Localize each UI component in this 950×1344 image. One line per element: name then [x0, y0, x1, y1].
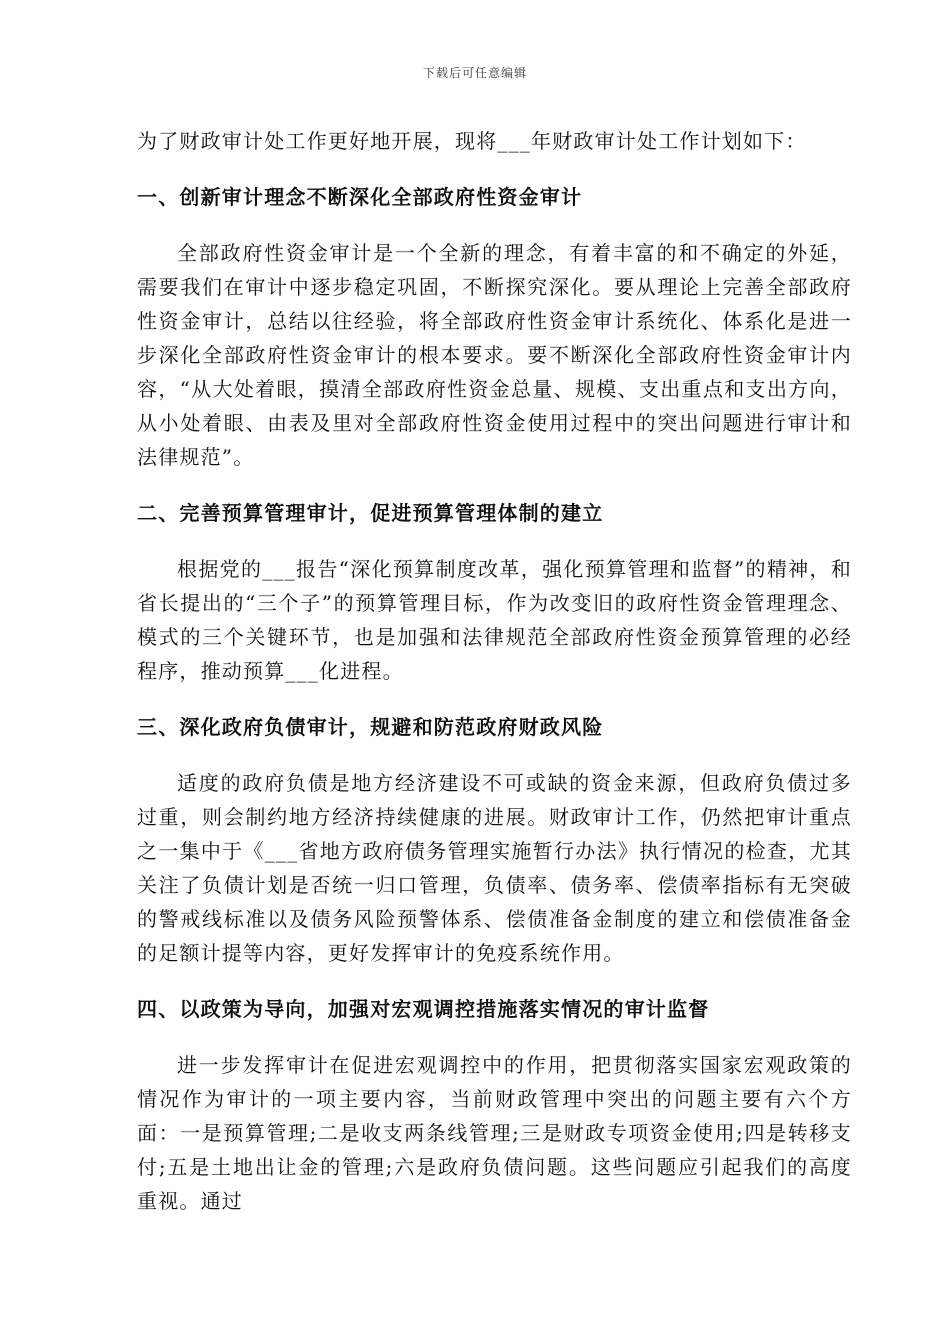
section-2-heading: 二、完善预算管理审计，促进预算管理体制的建立	[137, 501, 604, 525]
section-3-heading: 三、深化政府负债审计，规避和防范政府财政风险	[137, 715, 604, 739]
section-2-body: 根据党的___报告“深化预算制度改革，强化预算管理和监督”的精神，和省长提出的“三个子”的预算管理目标，作为改变旧的政府性资金管理理念、模式的三个关键环节，也是加强和法律规范全部政府性资金预算管理的必经程序，推动预算___化进程。	[137, 557, 852, 683]
document-body	[137, 124, 852, 1240]
header-watermark: 下载后可任意编辑	[422, 66, 527, 80]
section-3-body: 适度的政府负债是地方经济建设不可或缺的资金来源，但政府负债过多过重，则会制约地方经济持续健康的进展。财政审计工作，仍然把审计重点之一集中于《___省地方政府债务管理实施暂行办法》执行情况的检查，尤其关注了负债计划是否统一归口管理，负债率、债务率、偿债率指标有无突破的警戒线标准以及债务风险预警体系、偿债准备金制度的建立和偿债准备金的足额计提等内容，更好发挥审计的免疫系统作用。	[137, 771, 852, 965]
intro-paragraph: 为了财政审计处工作更好地开展，现将___年财政审计处工作计划如下：	[137, 129, 807, 153]
section-4-heading: 四、以政策为导向，加强对宏观调控措施落实情况的审计监督	[137, 997, 710, 1021]
section-1-heading: 一、创新审计理念不断深化全部政府性资金审计	[137, 185, 583, 209]
section-4-body: 进一步发挥审计在促进宏观调控中的作用，把贯彻落实国家宏观政策的情况作为审计的一项主要内容，当前财政管理中突出的问题主要有六个方面：一是预算管理;二是收支两条线管理;三是财政专项资金使用;四是转移支付;五是土地出让金的管理;六是政府负债问题。这些问题应引起我们的高度重视。通过	[137, 1053, 852, 1213]
section-1-body: 全部政府性资金审计是一个全新的理念，有着丰富的和不确定的外延，需要我们在审计中逐步稳定巩固，不断探究深化。要从理论上完善全部政府性资金审计，总结以往经验，将全部政府性资金审计系统化、体系化是进一步深化全部政府性资金审计的根本要求。要不断深化全部政府性资金审计内容，“从大处着眼，摸清全部政府性资金总量、规模、支出重点和支出方向，从小处着眼、由表及里对全部政府性资金使用过程中的突出问题进行审计和法律规范”。	[137, 241, 852, 469]
